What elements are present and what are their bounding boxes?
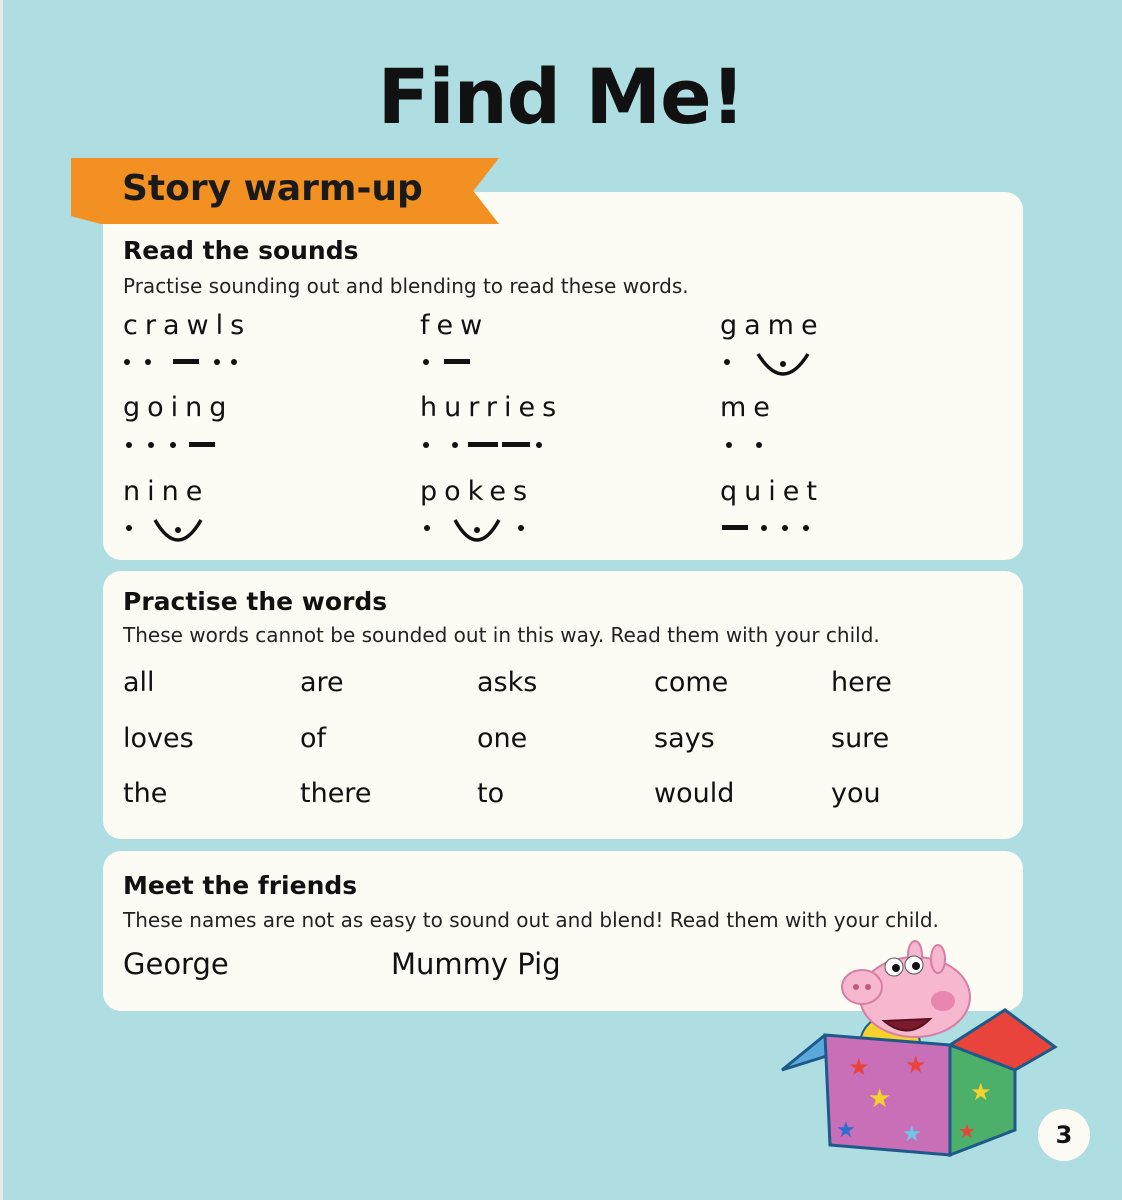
sound-marks-hurries	[418, 433, 548, 463]
practise-word: one	[477, 723, 528, 754]
svg-text:★: ★	[868, 1084, 892, 1114]
practise-word: you	[831, 778, 881, 809]
practise-word: here	[831, 667, 892, 698]
sound-word: pokes	[420, 476, 535, 507]
svg-text:★: ★	[958, 1119, 976, 1143]
page-edge	[0, 0, 3, 1200]
practise-word: to	[477, 778, 505, 809]
sound-word: few	[420, 310, 490, 341]
practise-word: loves	[123, 723, 194, 754]
sound-word: game	[720, 310, 825, 341]
sound-word: hurries	[420, 392, 564, 423]
practise-word: there	[300, 778, 372, 809]
sound-word: me	[720, 392, 777, 423]
practise-words-instruction: These words cannot be sounded out in this way. Read them with your child.	[123, 623, 880, 647]
sound-word: nine	[123, 476, 210, 507]
sound-marks-me	[718, 433, 778, 463]
practise-word: of	[300, 723, 327, 754]
practise-word: the	[123, 778, 168, 809]
svg-text:★: ★	[836, 1118, 856, 1143]
sound-word: quiet	[720, 476, 824, 507]
practise-words-heading: Practise the words	[123, 587, 388, 616]
sound-marks-crawls	[121, 350, 251, 380]
svg-text:★: ★	[970, 1078, 992, 1106]
sound-word: going	[123, 392, 234, 423]
banner-label: Story warm-up	[122, 168, 423, 209]
practise-word: sure	[831, 723, 890, 754]
practise-word: would	[654, 778, 735, 809]
svg-text:★: ★	[848, 1053, 870, 1081]
page-number: 3	[1038, 1109, 1090, 1161]
svg-text:★: ★	[902, 1122, 922, 1147]
read-sounds-instruction: Practise sounding out and blending to read these words.	[123, 274, 689, 298]
sound-word: crawls	[123, 310, 252, 341]
meet-friends-heading: Meet the friends	[123, 871, 358, 900]
practise-word: are	[300, 667, 344, 698]
read-sounds-card	[103, 192, 1023, 560]
sound-marks-quiet	[718, 516, 828, 546]
practise-word: says	[654, 723, 715, 754]
read-sounds-heading: Read the sounds	[123, 236, 359, 265]
friend-name: George	[123, 947, 229, 981]
sound-marks-few	[418, 350, 478, 380]
practise-word: come	[654, 667, 729, 698]
peppa-in-box-illustration	[780, 935, 1065, 1170]
sound-marks-pokes	[418, 510, 548, 550]
sound-marks-game	[718, 344, 818, 384]
practise-words-card	[103, 571, 1023, 839]
sound-marks-nine	[121, 510, 221, 550]
practise-word: all	[123, 667, 155, 698]
svg-text:★: ★	[905, 1051, 927, 1079]
practise-word: asks	[477, 667, 538, 698]
page-title: Find Me!	[377, 52, 745, 141]
friend-name: Mummy Pig	[391, 947, 561, 981]
sound-marks-going	[121, 433, 221, 463]
meet-friends-instruction: These names are not as easy to sound out and blend! Read them with your child.	[123, 908, 939, 932]
